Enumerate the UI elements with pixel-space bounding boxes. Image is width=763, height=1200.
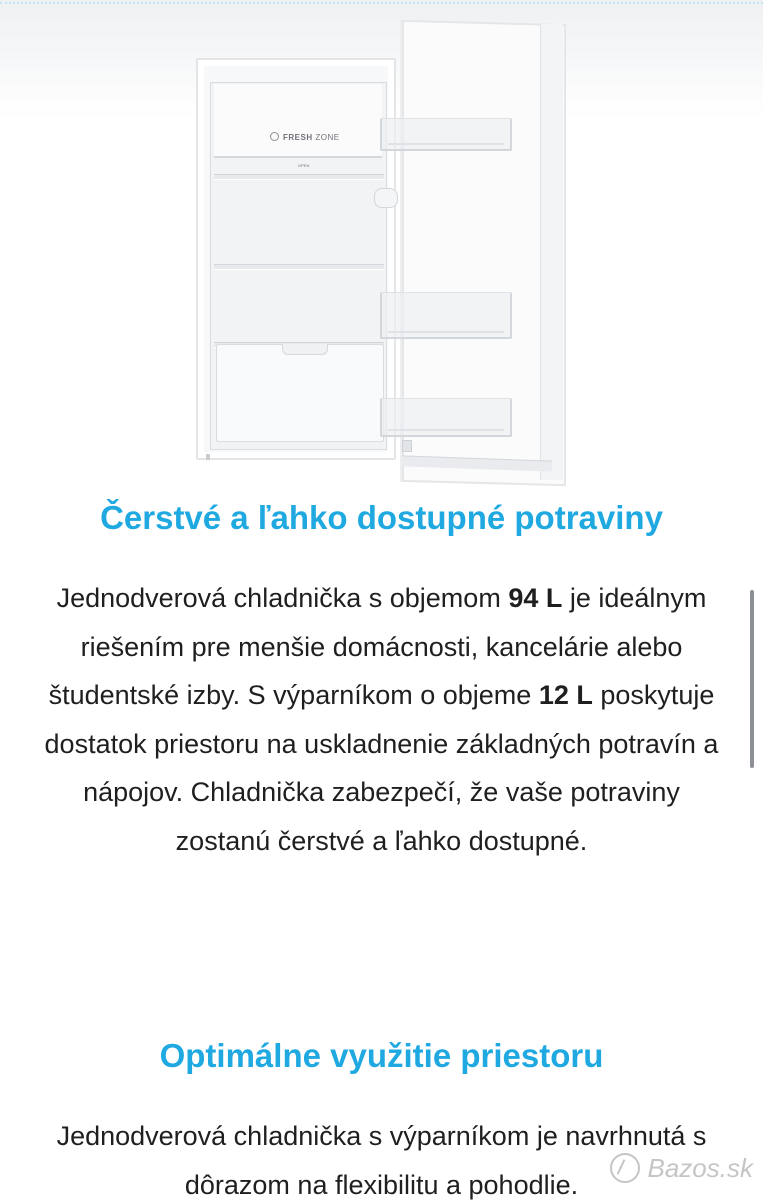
open-label: OPEN bbox=[298, 163, 310, 168]
fridge-shelf-middle bbox=[214, 264, 384, 270]
scrollbar-thumb[interactable] bbox=[750, 590, 754, 768]
section-paragraph-space-usage: Jednodverová chladnička s výparníkom je navrhnutá s dôrazom na flexibilitu a pohodlie. bbox=[56, 1121, 707, 1200]
fridge-foot bbox=[206, 454, 210, 460]
section-paragraph-fresh-food bbox=[40, 574, 723, 865]
paragraph-text: je ideálnym riešením pre menšie domácnosti, kancelárie alebo študentské izby. S výparníkom o objeme bbox=[48, 583, 707, 710]
door-bin-bottom bbox=[380, 398, 512, 437]
section-heading-fresh-food: Čerstvé a ľahko dostupné potraviny bbox=[100, 499, 663, 536]
fridge-door-edge bbox=[540, 24, 563, 480]
fresh-zone-label-bold: FRESH bbox=[283, 133, 313, 142]
top-divider bbox=[0, 2, 763, 4]
door-bin-top bbox=[380, 118, 512, 151]
watermark bbox=[610, 1150, 754, 1186]
capacity-value: 94 L bbox=[508, 583, 563, 613]
bazos-logo-icon bbox=[610, 1153, 640, 1183]
door-egg-holder bbox=[374, 188, 398, 208]
fresh-zone-logo bbox=[270, 132, 340, 142]
product-image-fridge bbox=[190, 18, 580, 488]
crisper-handle bbox=[282, 344, 328, 355]
fresh-zone-panel bbox=[214, 84, 382, 158]
door-bin-middle bbox=[380, 292, 512, 339]
fridge-shelf-top bbox=[214, 174, 384, 180]
section-heading-space-usage: Optimálne využitie priestoru bbox=[159, 1037, 604, 1074]
paragraph-text: Jednodverová chladnička s objemom bbox=[56, 583, 509, 613]
fresh-zone-label-rest: ZONE bbox=[315, 133, 340, 142]
snowflake-icon bbox=[270, 132, 279, 141]
paragraph-text: poskytuje dostatok priestoru na uskladnenie základných potravín a nápojov. Chladnička zabezpečí, že vaše potraviny zostanú čerstvé a ľahko dostupné. bbox=[44, 680, 719, 856]
freezer-capacity-value: 12 L bbox=[538, 680, 593, 710]
door-hinge bbox=[402, 440, 412, 452]
watermark-text: Bazos.sk bbox=[647, 1152, 753, 1183]
crisper-drawer bbox=[216, 344, 384, 442]
